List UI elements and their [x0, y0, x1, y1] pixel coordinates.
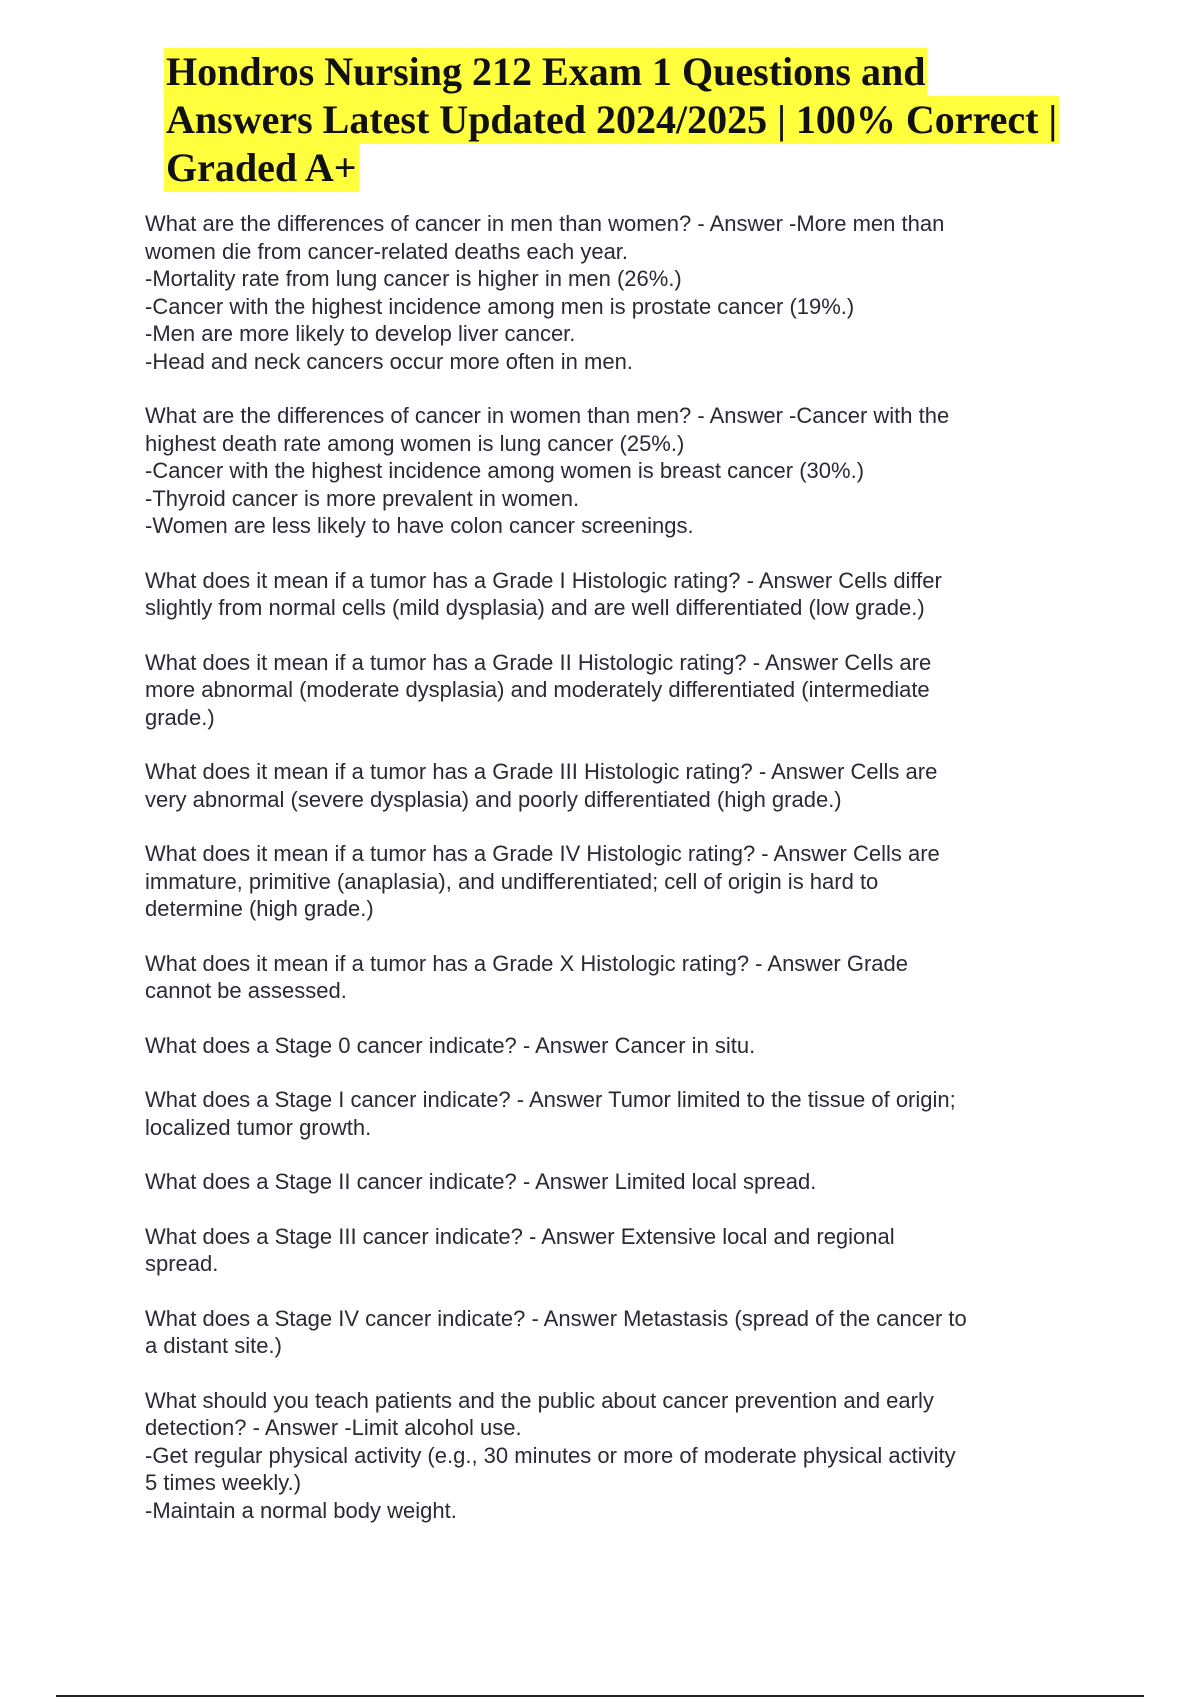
qa-item-stage-2: What does a Stage II cancer indicate? - Answer Limited local spread. [145, 1169, 817, 1194]
qa-item-grade-x: What does it mean if a tumor has a Grade X Histologic rating? - Answer Grade cannot be assessed. [145, 950, 909, 1003]
qa-item-grade-4: What does it mean if a tumor has a Grade IV Histologic rating? - Answer Cells are immature, primitive (anaplasia), and undifferentiated; cell of origin is hard to determine (high grade.) [145, 841, 940, 921]
qa-item-grade-2: What does it mean if a tumor has a Grade II Histologic rating? - Answer Cells are more abnormal (moderate dysplasia) and moderately differentiated (intermediate grade.) [145, 649, 932, 730]
qa-item-stage-4: What does a Stage IV cancer indicate? - Answer Metastasis (spread of the cancer to a distant site.) [145, 1305, 967, 1358]
qa-item-stage-1: What does a Stage I cancer indicate? - Answer Tumor limited to the tissue of origin; localized tumor growth. [145, 1087, 956, 1140]
title-line-3: Graded A+ [166, 145, 357, 190]
qa-item-prevention: What should you teach patients and the public about cancer prevention and early detection? - Answer -Limit alcohol use. -Get regular physical activity (e.g., 30 minutes or more of moderate physical activity 5 times weekly.) -Maintain a normal body weight. [145, 1387, 956, 1523]
title-line-1: Hondros Nursing 212 Exam 1 Questions and [166, 49, 926, 94]
qa-item-cancer-women: What are the differences of cancer in women than men? - Answer -Cancer with the highest death rate among women is lung cancer (25%.) -Cancer with the highest incidence among women is breast cancer (30%.) -Thyroid cancer is more prevalent in women. -Women are less likely to have colon cancer screenings. [145, 403, 950, 538]
document-title [164, 48, 1164, 192]
qa-item-grade-1: What does it mean if a tumor has a Grade I Histologic rating? - Answer Cells differ slightly from normal cells (mild dysplasia) and are well differentiated (low grade.) [145, 567, 942, 620]
qa-list [145, 210, 1065, 1524]
qa-item-cancer-men: What are the differences of cancer in men than women? - Answer -More men than women die from cancer-related deaths each year. -Mortality rate from lung cancer is higher in men (26%.) -Cancer with the highest incidence among men is prostate cancer (19%.) -Men are more likely to develop liver cancer. -Head and neck cancers occur more often in men. [145, 211, 945, 374]
qa-item-stage-3: What does a Stage III cancer indicate? - Answer Extensive local and regional spread. [145, 1223, 895, 1276]
footer-divider [56, 1695, 1144, 1697]
qa-item-grade-3: What does it mean if a tumor has a Grade III Histologic rating? - Answer Cells are very abnormal (severe dysplasia) and poorly differentiated (high grade.) [145, 759, 938, 812]
qa-item-stage-0: What does a Stage 0 cancer indicate? - Answer Cancer in situ. [145, 1032, 756, 1058]
title-line-2: Answers Latest Updated 2024/2025 | 100% Correct | [166, 97, 1058, 142]
